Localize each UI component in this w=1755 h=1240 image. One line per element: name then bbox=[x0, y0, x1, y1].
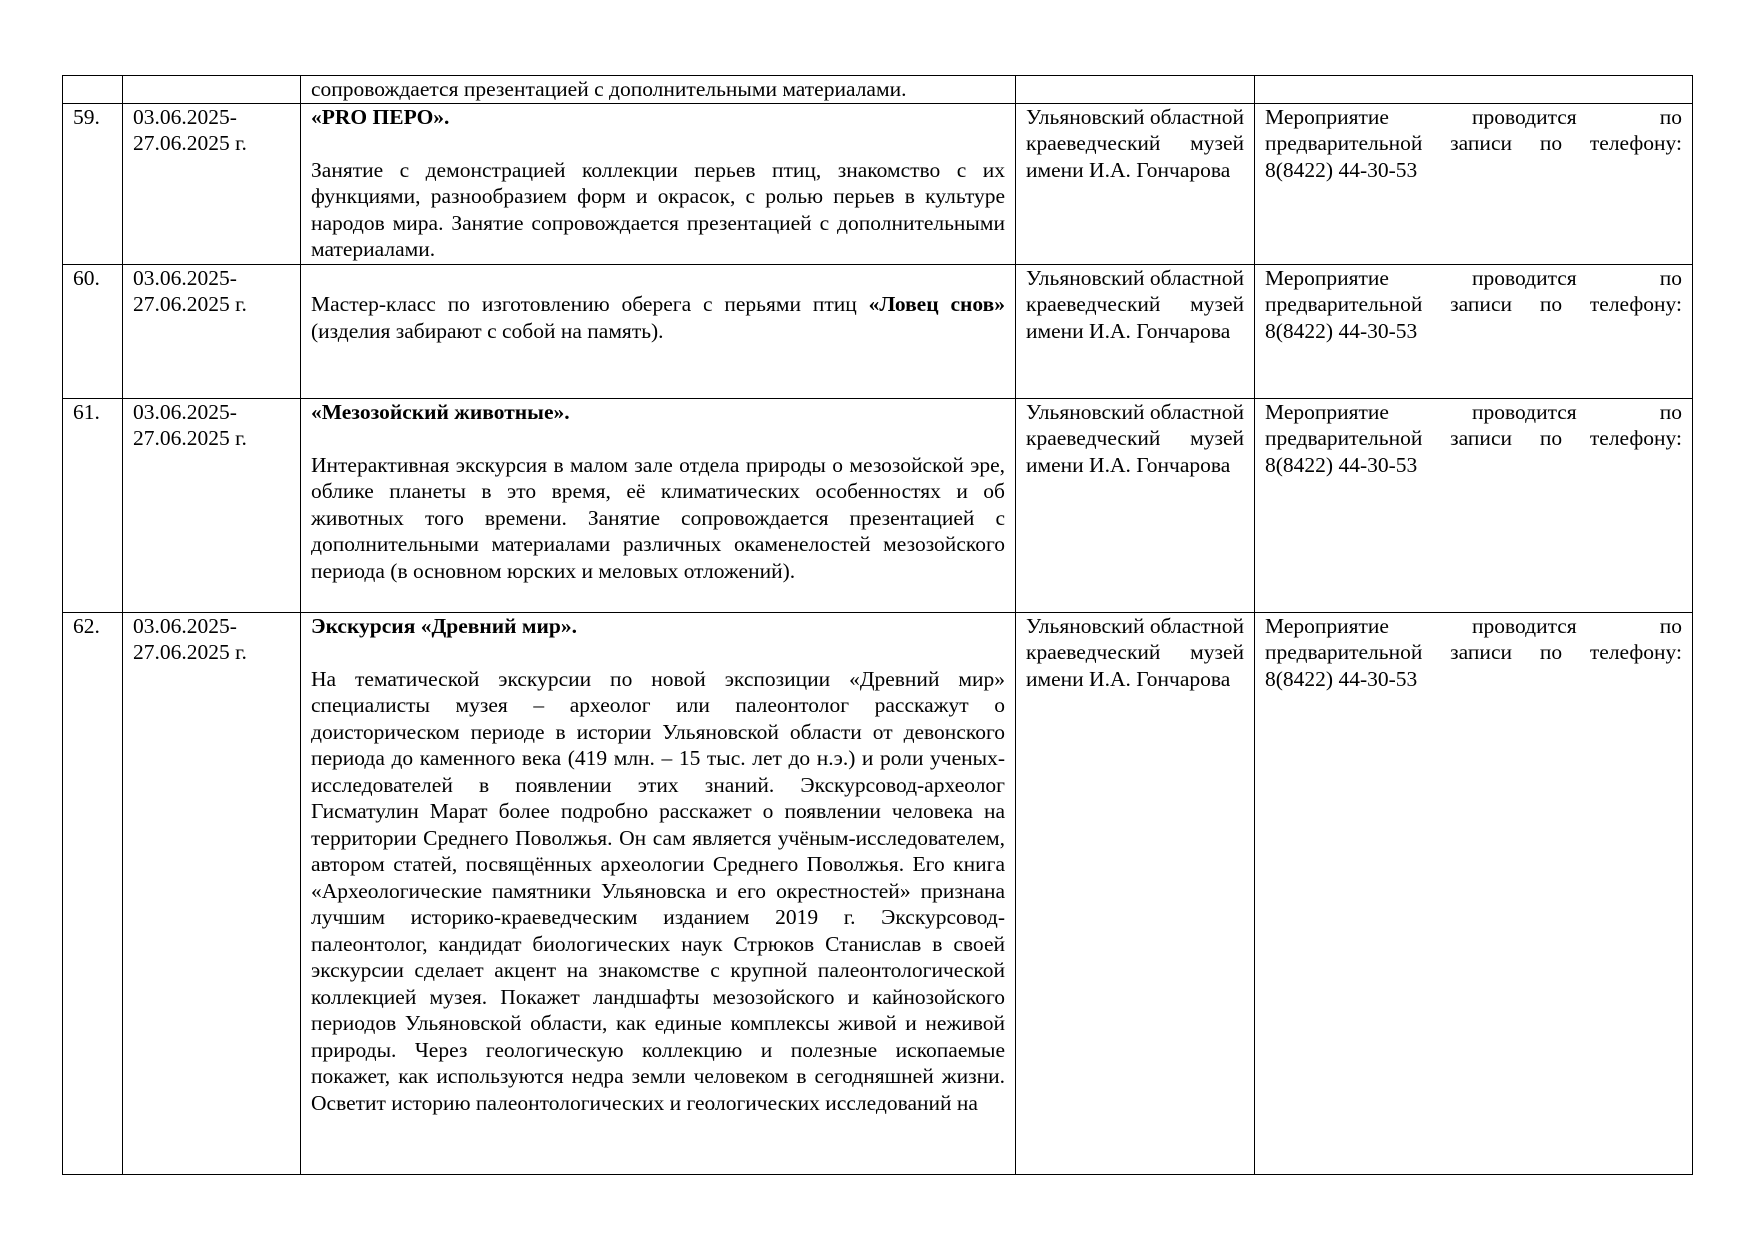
cell-date bbox=[123, 612, 301, 1175]
cell-date bbox=[123, 264, 301, 398]
cell-date bbox=[123, 398, 301, 612]
date-end: 27.06.2025 г. bbox=[133, 426, 247, 450]
date-end: 27.06.2025 г. bbox=[133, 292, 247, 316]
cell-number: 61. bbox=[63, 398, 123, 612]
cell-description bbox=[301, 398, 1016, 612]
cell-note: Мероприятие проводится по предварительной записи по телефону: 8(8422) 44-30-53 bbox=[1255, 398, 1693, 612]
description-text: Мастер-класс по изготовлению оберега с перьями птиц bbox=[311, 292, 869, 316]
table-row bbox=[63, 264, 1693, 398]
date-start: 03.06.2025- bbox=[133, 399, 237, 424]
events-table bbox=[62, 75, 1693, 1175]
cell-note: Мероприятие проводится по предварительной записи по телефону: 8(8422) 44-30-53 bbox=[1255, 103, 1693, 264]
event-description: сопровождается презентацией с дополнительными материалами. bbox=[311, 77, 907, 101]
date-start: 03.06.2025- bbox=[133, 265, 237, 290]
event-description: Интерактивная экскурсия в малом зале отдела природы о мезозойской эре, облике планеты в это время, её климатических особенностях и об животных того времени. Занятие сопровождается презентацией с дополнительными материалами различных окаменелостей мезозойского периода (в основном юрских и меловых отложений). bbox=[311, 452, 1005, 583]
cell-note: Мероприятие проводится по предварительной записи по телефону: 8(8422) 44-30-53 bbox=[1255, 264, 1693, 398]
cell-place: Ульяновский областной краеведческий музей имени И.А. Гончарова bbox=[1016, 398, 1255, 612]
date-end: 27.06.2025 г. bbox=[133, 131, 247, 155]
cell-number: 62. bbox=[63, 612, 123, 1175]
event-title: «Мезозойский животные». bbox=[311, 399, 570, 424]
table-row bbox=[63, 103, 1693, 264]
event-title: «PRO ПЕРО». bbox=[311, 104, 450, 129]
cell-place: Ульяновский областной краеведческий музей имени И.А. Гончарова bbox=[1016, 612, 1255, 1175]
cell-description bbox=[301, 76, 1016, 104]
event-description: Занятие с демонстрацией коллекции перьев птиц, знакомство с их функциями, разнообразием форм и окрасок, с ролью перьев в культуре народов мира. Занятие сопровождается презентацией с дополнительными материалами. bbox=[311, 157, 1005, 261]
description-bold-title: «Ловец снов» bbox=[868, 292, 1005, 316]
cell-number: 59. bbox=[63, 103, 123, 264]
cell-date bbox=[123, 103, 301, 264]
event-title: Экскурсия «Древний мир». bbox=[311, 613, 578, 638]
cell-description bbox=[301, 264, 1016, 398]
cell-number: 60. bbox=[63, 264, 123, 398]
table-row bbox=[63, 612, 1693, 1175]
description-text: (изделия забирают с собой на память). bbox=[311, 318, 664, 343]
table-row bbox=[63, 398, 1693, 612]
event-description: На тематической экскурсии по новой экспозиции «Древний мир» специалисты музея – археолог или палеонтолог расскажут о доисторическом периоде в истории Ульяновской области от девонского периода до каменного века (419 млн. – 15 тыс. лет до н.э.) и роли ученых-исследователей в появлении этих знаний. Экскурсовод-археолог Гисматулин Марат более подробно расскажет о появлении человека на территории Среднего Поволжья. Он сам является учёным-исследователем, автором статей, посвящённых археологии Среднего Поволжья. Его книга «Археологические памятники Ульяновска и его окрестностей» признана лучшим историко-краеведческим изданием 2019 г. Экскурсовод-палеонтолог, кандидат биологических наук Стрюков Станислав в своей экскурсии сделает акцент на знакомстве с крупной палеонтологической коллекцией музея. Покажет ландшафты мезозойского и кайнозойского периодов Ульяновской области, как единые комплексы живой и неживой природы. Через геологическую коллекцию и полезные ископаемые покажет, как используются недра земли человеком в сегодняшней жизни. Осветит историю палеонтологических и геологических исследований на bbox=[311, 666, 1005, 1115]
date-start: 03.06.2025- bbox=[133, 613, 237, 638]
cell-place: Ульяновский областной краеведческий музей имени И.А. Гончарова bbox=[1016, 103, 1255, 264]
table-row bbox=[63, 76, 1693, 104]
cell-place: Ульяновский областной краеведческий музей имени И.А. Гончарова bbox=[1016, 264, 1255, 398]
date-start: 03.06.2025- bbox=[133, 104, 237, 129]
cell-description bbox=[301, 103, 1016, 264]
cell-number bbox=[63, 76, 123, 104]
cell-date bbox=[123, 76, 301, 104]
date-end: 27.06.2025 г. bbox=[133, 640, 247, 664]
cell-description bbox=[301, 612, 1016, 1175]
cell-note: Мероприятие проводится по предварительной записи по телефону: 8(8422) 44-30-53 bbox=[1255, 612, 1693, 1175]
cell-place bbox=[1016, 76, 1255, 104]
cell-note bbox=[1255, 76, 1693, 104]
event-description bbox=[311, 291, 1005, 344]
